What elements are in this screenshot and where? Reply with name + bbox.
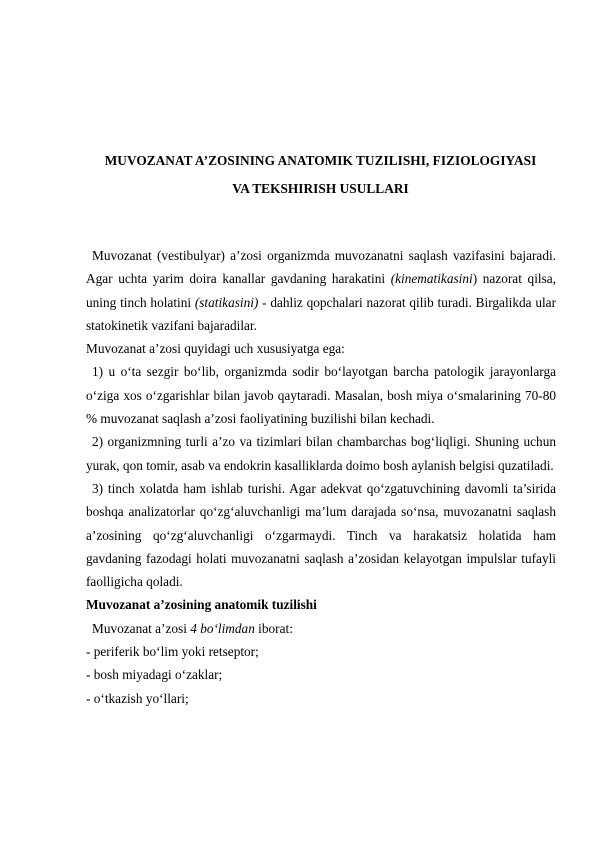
- list-item: - bosh miyadagi o‘zaklar;: [86, 667, 223, 683]
- paragraph-intro-text-3: - dahliz qopchalari nazorat qilib turadi. Birgalikda ular statokinetik vazifani bajaradilar.: [86, 294, 556, 333]
- paragraph-intro-text-2: ) nazorat qilsa, uning tinch holatini: [86, 271, 556, 310]
- paragraph-intro-text-1: Muvozanat (vestibulyar) a’zosi organizmda muvozanatni saqlash vazifasini bajaradi. Agar uchta yarim doira kanallar gavdaning harakatini: [86, 248, 556, 287]
- paragraph-parts-text-2: iborat:: [254, 620, 293, 636]
- paragraph-intro-italic-1: (kinematikasini: [390, 271, 473, 287]
- paragraph-parts: [86, 617, 556, 640]
- paragraph-parts-italic: 4 bo‘limdan: [190, 620, 255, 636]
- document-body: [86, 244, 556, 710]
- section-heading: Muvozanat a’zosining anatomik tuzilishi: [86, 597, 317, 613]
- paragraph-features-intro: Muvozanat a’zosi quyidagi uch xususiyatga ega:: [86, 341, 345, 357]
- paragraph-feature-3: 3) tinch xolatda ham ishlab turishi. Agar adekvat qo‘zgatuvchining davomli ta’sirida boshqa analizatorlar qo‘zg‘aluvchanligi ma’lum darajada so‘nsa, muvozanatni saqlash a’zosining qo‘zg‘aluvchanligi o‘zgarmaydi. Tinch va harakatsiz holatida ham gavdaning fazodagi holati muvozanatni saqlash a’zosidan kelayotgan impulslar tufayli faolligicha qoladi.: [86, 480, 556, 590]
- paragraph-feature-1: 1) u o‘ta sezgir bo‘lib, organizmda sodir bo‘layotgan barcha patologik jarayonlarga o‘ziga xos o‘zgarishlar bilan javob qaytaradi. Masalan, bosh miya o‘smalarining 70-80 % muvozanat saqlash a’zosi faoliyatining buzilishi bilan kechadi.: [86, 364, 556, 427]
- paragraph-intro-italic-2: (statikasini): [194, 294, 259, 310]
- list-item: - o‘tkazish yo‘llari;: [86, 690, 189, 706]
- paragraph-intro: [86, 244, 556, 337]
- paragraph-feature-2: 2) organizmning turli a’zo va tizimlari bilan chambarchas bog‘liqligi. Shuning uchun yurak, qon tomir, asab va endokrin kasalliklarda doimo bosh aylanish belgisi quzatiladi.: [86, 434, 556, 473]
- list-item: - periferik bo‘lim yoki retseptor;: [86, 644, 259, 660]
- document-title-line-2: VA TEKSHIRISH USULLARI: [232, 181, 409, 196]
- paragraph-parts-text-1: Muvozanat a’zosi: [92, 620, 191, 636]
- document-title-line-1: MUVOZANAT A’ZOSINING ANATOMIK TUZILISHI, FIZIOLOGIYASI: [104, 153, 537, 168]
